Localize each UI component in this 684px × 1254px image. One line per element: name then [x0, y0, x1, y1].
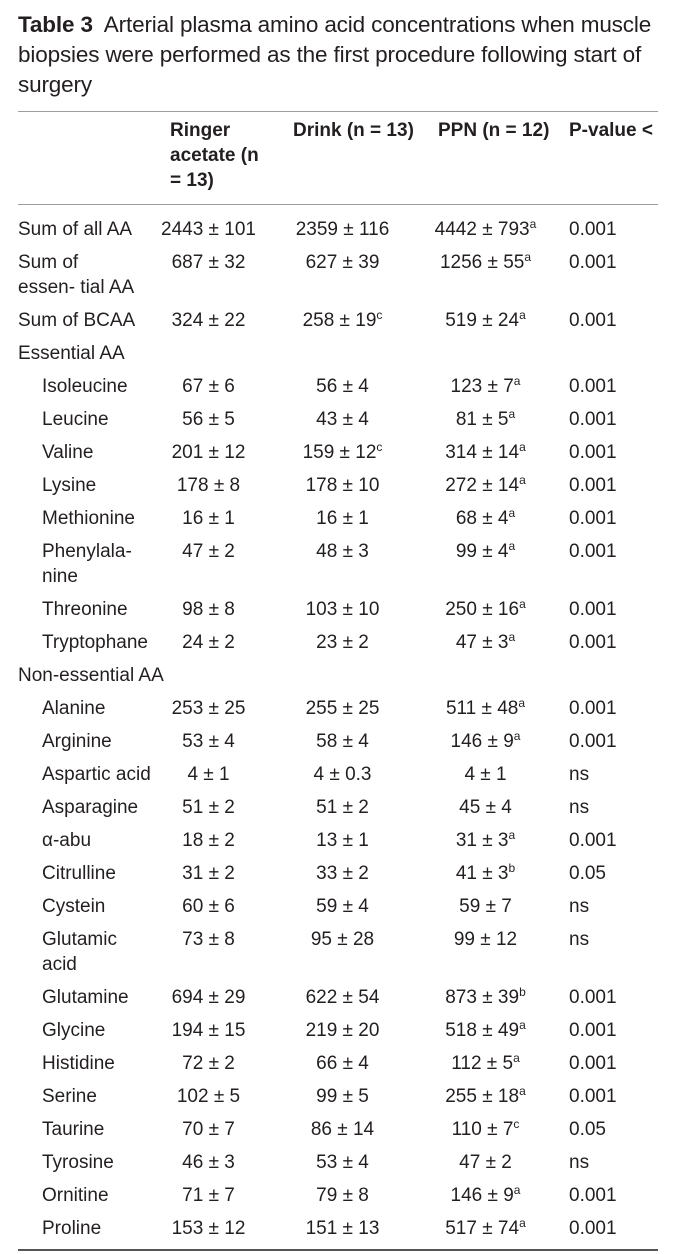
ppn-value: $99 \pm 4^a$ [455, 539, 516, 562]
drink-value: 23 ± 2 [316, 632, 369, 653]
footnote-marker: a [524, 250, 532, 264]
drink-value: 151 ± 13 [305, 1218, 380, 1239]
drink-value: 59 ± 4 [316, 896, 369, 917]
ringer-acetate-value: 46 ± 3 [182, 1152, 235, 1173]
drink-value: 43 ± 4 [316, 409, 369, 430]
header-ppn: PPN (n = 12) [438, 120, 550, 141]
p-value: 0.001 [569, 830, 617, 851]
ppn-value: 59 ± 7 [459, 896, 512, 917]
ppn-value: $250 \pm 16^a$ [445, 597, 526, 620]
drink-value: 56 ± 4 [316, 376, 369, 397]
row-label: Cystein [42, 896, 106, 917]
ppn-value: $41 \pm 3^b$ [455, 861, 516, 884]
ppn-value: $123 \pm 7^a$ [450, 374, 521, 397]
drink-value: 16 ± 1 [316, 508, 369, 529]
p-value: ns [569, 1152, 590, 1173]
drink-value: 99 ± 5 [316, 1086, 369, 1107]
p-value: 0.001 [569, 541, 617, 562]
ppn-value: $146 \pm 9^a$ [450, 729, 521, 752]
footnote-marker: a [519, 440, 526, 454]
footnote-marker: c [376, 308, 383, 322]
ppn-value: $1256 \pm 55^a$ [439, 250, 532, 273]
ppn-value: $112 \pm 5^a$ [451, 1051, 520, 1074]
footnote-marker: a [519, 308, 526, 322]
row-label: Aspartic acid [42, 764, 151, 785]
row-label: Sum of essen- tial AA [18, 252, 135, 298]
ringer-acetate-value: 47 ± 2 [182, 541, 235, 562]
drink-value: 66 ± 4 [316, 1053, 369, 1074]
row-label: Glutamic acid [42, 929, 117, 975]
ringer-acetate-value: 4 ± 1 [187, 764, 230, 785]
drink-value: $258 \pm 19^c$ [302, 308, 383, 331]
row-label: Phenylala- nine [42, 541, 132, 587]
row-label: Lysine [42, 475, 97, 496]
p-value: ns [569, 929, 590, 950]
ppn-value: $314 \pm 14^a$ [445, 440, 526, 463]
row-label: Proline [42, 1218, 102, 1239]
ppn-value: $511 \pm 48^a$ [445, 696, 526, 719]
footnote-marker: a [519, 1216, 526, 1230]
footnote-marker: b [508, 861, 516, 875]
p-value: 0.001 [569, 409, 617, 430]
footnote-marker: a [508, 828, 516, 842]
row-label: Valine [42, 442, 94, 463]
ringer-acetate-value: 178 ± 8 [176, 475, 241, 496]
row-label: Arginine [42, 731, 112, 752]
row-label: Methionine [42, 508, 135, 529]
ringer-acetate-value: 201 ± 12 [171, 442, 246, 463]
drink-value: 219 ± 20 [305, 1020, 380, 1041]
drink-value: 627 ± 39 [305, 252, 380, 273]
row-label: Tyrosine [42, 1152, 114, 1173]
ringer-acetate-value: 16 ± 1 [182, 508, 235, 529]
ringer-acetate-value: 2443 ± 101 [161, 219, 256, 240]
p-value: 0.001 [569, 1053, 617, 1074]
ringer-acetate-value: 694 ± 29 [171, 987, 246, 1008]
drink-value: 86 ± 14 [310, 1119, 375, 1140]
ppn-value: 4 ± 1 [464, 764, 507, 785]
ringer-acetate-value: 18 ± 2 [182, 830, 235, 851]
row-label: Sum of all AA [18, 219, 133, 240]
ppn-value: $31 \pm 3^a$ [455, 828, 516, 851]
row-label: Ornitine [42, 1185, 109, 1206]
drink-value: 95 ± 28 [310, 929, 375, 950]
row-label: α-abu [42, 830, 92, 851]
footnote-marker: a [518, 696, 526, 710]
footnote-marker: a [513, 729, 521, 743]
p-value: ns [569, 797, 590, 818]
row-label: Alanine [42, 698, 106, 719]
ringer-acetate-value: 72 ± 2 [182, 1053, 235, 1074]
caption-text: Arterial plasma amino acid concentrations when muscle biopsies were performed as the first procedure following start of surgery [18, 12, 652, 97]
row-label: Glycine [42, 1020, 106, 1041]
ringer-acetate-value: 60 ± 6 [182, 896, 235, 917]
drink-value: 622 ± 54 [305, 987, 380, 1008]
drink-value: 13 ± 1 [316, 830, 369, 851]
footnote-marker: a [519, 473, 526, 487]
ringer-acetate-value: 194 ± 15 [171, 1020, 246, 1041]
ringer-acetate-value: 324 ± 22 [171, 310, 246, 331]
ringer-acetate-value: 24 ± 2 [182, 632, 235, 653]
row-label: Glutamine [42, 987, 129, 1008]
p-value: 0.001 [569, 698, 617, 719]
p-value: 0.001 [569, 731, 617, 752]
p-value: 0.05 [569, 1119, 606, 1140]
row-label: Leucine [42, 409, 109, 430]
ringer-acetate-value: 31 ± 2 [182, 863, 235, 884]
footnote-marker: a [519, 1018, 526, 1032]
row-label: Serine [42, 1086, 97, 1107]
p-value: 0.001 [569, 1020, 617, 1041]
p-value: 0.001 [569, 1185, 617, 1206]
ppn-value: $518 \pm 49^a$ [445, 1018, 526, 1041]
footnote-marker: a [508, 506, 516, 520]
p-value: 0.001 [569, 632, 617, 653]
header-ringer-acetate: Ringer acetate (n = 13) [170, 120, 259, 191]
header-p-value: P-value < [569, 120, 653, 141]
table-top-rule [18, 111, 658, 112]
ringer-acetate-value: 153 ± 12 [171, 1218, 246, 1239]
section-heading: Non-essential AA [18, 665, 164, 686]
footnote-marker: c [513, 1117, 520, 1131]
ringer-acetate-value: 102 ± 5 [176, 1086, 241, 1107]
ringer-acetate-value: 56 ± 5 [182, 409, 235, 430]
ppn-value: 47 ± 2 [459, 1152, 512, 1173]
ppn-value: $519 \pm 24^a$ [445, 308, 526, 331]
row-label: Asparagine [42, 797, 139, 818]
ppn-value: $4442 \pm 793^a$ [434, 217, 537, 240]
header-rule [18, 204, 658, 205]
p-value: 0.001 [569, 1218, 617, 1239]
ppn-value: $255 \pm 18^a$ [445, 1084, 526, 1107]
ringer-acetate-value: 51 ± 2 [182, 797, 235, 818]
drink-value: 255 ± 25 [305, 698, 380, 719]
footnote-marker: a [508, 630, 516, 644]
ringer-acetate-value: 98 ± 8 [182, 599, 235, 620]
drink-value: 48 ± 3 [316, 541, 369, 562]
drink-value: 103 ± 10 [305, 599, 380, 620]
ppn-value: $146 \pm 9^a$ [450, 1183, 521, 1206]
table-caption [18, 10, 668, 100]
p-value: 0.001 [569, 599, 617, 620]
p-value: 0.001 [569, 219, 617, 240]
ringer-acetate-value: 67 ± 6 [182, 376, 235, 397]
row-label: Citrulline [42, 863, 116, 884]
drink-value: 178 ± 10 [305, 475, 380, 496]
drink-value: 79 ± 8 [316, 1185, 369, 1206]
p-value: ns [569, 896, 590, 917]
footnote-marker: b [519, 985, 526, 999]
drink-value: $159 \pm 12^c$ [302, 440, 383, 463]
drink-value: 53 ± 4 [316, 1152, 369, 1173]
ringer-acetate-value: 71 ± 7 [182, 1185, 235, 1206]
table-number: Table 3 [18, 12, 93, 37]
row-label: Threonine [42, 599, 128, 620]
footnote-marker: c [376, 440, 383, 454]
p-value: 0.001 [569, 252, 617, 273]
table-bottom-rule [18, 1249, 658, 1251]
p-value: 0.001 [569, 987, 617, 1008]
ringer-acetate-value: 687 ± 32 [171, 252, 246, 273]
p-value: 0.001 [569, 508, 617, 529]
row-label: Taurine [42, 1119, 105, 1140]
ringer-acetate-value: 53 ± 4 [182, 731, 235, 752]
row-label: Isoleucine [42, 376, 128, 397]
header-drink: Drink (n = 13) [293, 120, 414, 141]
p-value: 0.001 [569, 442, 617, 463]
ppn-value: $873 \pm 39^b$ [445, 985, 526, 1008]
footnote-marker: a [508, 407, 516, 421]
p-value: ns [569, 764, 590, 785]
footnote-marker: a [508, 539, 516, 553]
ringer-acetate-value: 253 ± 25 [171, 698, 246, 719]
drink-value: 2359 ± 116 [295, 219, 390, 240]
row-label: Tryptophane [42, 632, 148, 653]
p-value: 0.001 [569, 1086, 617, 1107]
p-value: 0.001 [569, 475, 617, 496]
ppn-value: 99 ± 12 [453, 929, 518, 950]
ringer-acetate-value: 70 ± 7 [182, 1119, 235, 1140]
drink-value: 4 ± 0.3 [313, 764, 372, 785]
ppn-value: $110 \pm 7^c$ [451, 1117, 520, 1140]
ppn-value: 45 ± 4 [459, 797, 512, 818]
drink-value: 33 ± 2 [316, 863, 369, 884]
row-label: Histidine [42, 1053, 115, 1074]
ppn-value: $517 \pm 74^a$ [445, 1216, 526, 1239]
p-value: 0.001 [569, 376, 617, 397]
ringer-acetate-value: 73 ± 8 [182, 929, 235, 950]
ppn-value: $272 \pm 14^a$ [445, 473, 526, 496]
footnote-marker: a [529, 217, 537, 231]
drink-value: 58 ± 4 [316, 731, 369, 752]
footnote-marker: a [513, 1183, 521, 1197]
ppn-value: $47 \pm 3^a$ [455, 630, 516, 653]
footnote-marker: a [513, 374, 521, 388]
footnote-marker: a [519, 597, 526, 611]
p-value: 0.001 [569, 310, 617, 331]
footnote-marker: a [513, 1051, 520, 1065]
section-heading: Essential AA [18, 343, 125, 364]
ppn-value: $81 \pm 5^a$ [455, 407, 516, 430]
ppn-value: $68 \pm 4^a$ [455, 506, 516, 529]
p-value: 0.05 [569, 863, 606, 884]
row-label: Sum of BCAA [18, 310, 136, 331]
footnote-marker: a [519, 1084, 526, 1098]
drink-value: 51 ± 2 [316, 797, 369, 818]
